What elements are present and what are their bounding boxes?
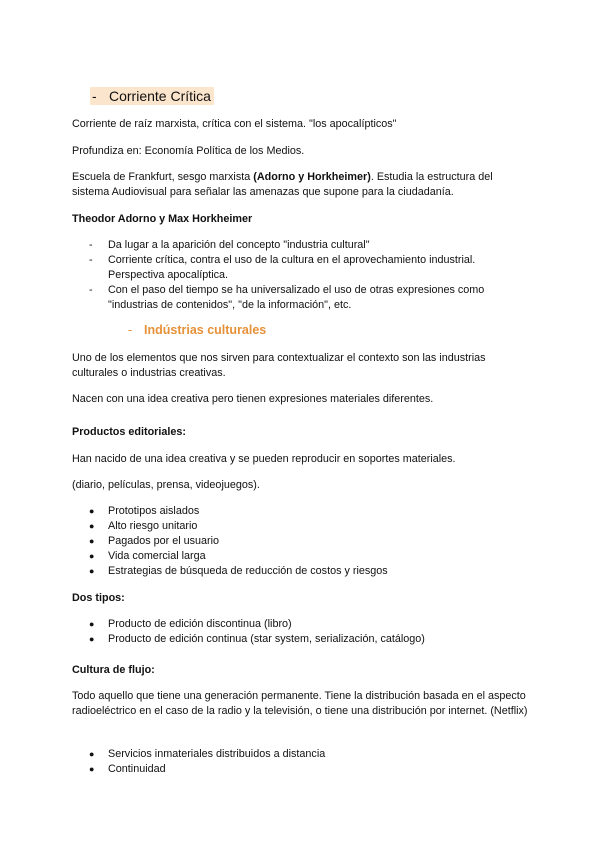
heading-highlight (90, 87, 214, 105)
bullet-icon: ● (89, 536, 95, 546)
heading-corriente-critica (90, 86, 214, 106)
subheading-cultura-flujo (72, 663, 532, 678)
list-item (72, 632, 532, 647)
paragraph-todo-aquello: Todo aquello que tiene una generación permanente. Tiene la distribución basada en el aspecto radioeléctrico en el caso de la radio y la televisión, o tiene una distribución por internet. (Netflix) (72, 690, 528, 717)
list-item (72, 283, 532, 313)
subheading-productos (72, 425, 532, 440)
list-item (72, 519, 532, 534)
paragraph-raiz-marxista: Corriente de raíz marxista, crítica con el sistema. "los apocalípticos" (72, 118, 397, 130)
bullet-icon: ● (89, 506, 95, 516)
paragraph-nacen: Nacen con una idea creativa pero tienen expresiones materiales diferentes. (72, 393, 434, 405)
subheading-cultura-flujo-text: Cultura de flujo: (72, 664, 155, 676)
list-item (72, 747, 532, 762)
list-item (72, 253, 532, 283)
flujo-list (72, 747, 532, 777)
list-item (72, 564, 532, 579)
paragraph-elementos: Uno de los elementos que nos sirven para contextualizar el contexto son las industrias culturales o industrias creativas. (72, 352, 486, 379)
bullet-icon: ● (89, 521, 95, 531)
list-item-text: Prototipos aislados (108, 505, 200, 517)
list-item (72, 504, 532, 519)
p3-before: Escuela de Frankfurt, sesgo marxista (72, 171, 254, 183)
list-item-text: Servicios inmateriales distribuidos a distancia (108, 748, 326, 760)
bullet-icon: ● (89, 566, 95, 576)
dash-marker: - (89, 254, 93, 266)
list-item-text: Producto de edición discontinua (libro) (108, 618, 292, 630)
p3-after: . Estudia la estructura del sistema Audiovisual para señalar las amenazas que supone para la ciudadanía. (72, 171, 493, 198)
bullet-icon: ● (89, 551, 95, 561)
list-item-text: Da lugar a la aparición del concepto "industria cultural" (108, 239, 370, 251)
paragraph-escuela-frankfurt (72, 170, 532, 200)
bullet-icon: ● (89, 749, 95, 759)
list-item-text: Vida comercial larga (108, 550, 206, 562)
list-item-text: Alto riesgo unitario (108, 520, 198, 532)
adorno-list (72, 238, 532, 313)
paragraph-profundiza: Profundiza en: Economía Política de los Medios. (72, 145, 305, 157)
subheading-adorno-text: Theodor Adorno y Max Horkheimer (72, 213, 253, 225)
paragraph-han-nacido: Han nacido de una idea creativa y se pueden reproducir en soportes materiales. (72, 453, 456, 465)
bullet-icon: ● (89, 619, 95, 629)
heading2-text: Indústrias culturales (144, 323, 267, 337)
list-item-text: Pagados por el usuario (108, 535, 220, 547)
list-item (72, 238, 532, 253)
list-item-text: Continuidad (108, 763, 166, 775)
p3-bold: (Adorno y Horkheimer) (253, 171, 371, 183)
bullet-icon: ● (89, 764, 95, 774)
list-item-text: Corriente crítica, contra el uso de la cultura en el aprovechamiento industrial. Perspectiva apocalíptica. (108, 254, 476, 281)
list-item-text: Producto de edición continua (star system, serialización, catálogo) (108, 633, 425, 645)
subheading-adorno (72, 212, 532, 227)
paragraph-ejemplos: (diario, películas, prensa, videojuegos). (72, 479, 260, 491)
list-item (72, 617, 532, 632)
subheading-productos-text: Productos editoriales: (72, 426, 186, 438)
list-item-text: Estrategias de búsqueda de reducción de costos y riesgos (108, 565, 388, 577)
heading2-dash: - (128, 323, 133, 337)
dostipos-list (72, 617, 532, 647)
heading-industrias-culturales (128, 321, 266, 339)
dash-marker: - (89, 239, 93, 251)
bullet-icon: ● (89, 634, 95, 644)
list-item-text: Con el paso del tiempo se ha universalizado el uso de otras expresiones como "industrias de contenidos", "de la información", etc. (108, 284, 485, 311)
productos-list (72, 504, 532, 579)
list-item (72, 762, 532, 777)
subheading-dos-tipos (72, 591, 532, 606)
subheading-dos-tipos-text: Dos tipos: (72, 592, 125, 604)
dash-marker: - (89, 284, 93, 296)
list-item (72, 549, 532, 564)
heading-dash: - (92, 88, 97, 104)
list-item (72, 534, 532, 549)
heading-text: Corriente Crítica (109, 88, 211, 104)
